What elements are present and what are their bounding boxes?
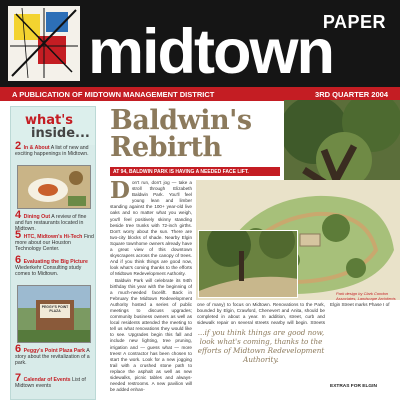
toc-title: Evaluating the Big Picture (23, 259, 88, 265)
article-body-text: Baldwin Park will celebrate its 94th birthday this year with the beginning of a much-needed facelift. Back in February the Midtown Redevelopment Authority hosted a series of public meetings to discuss upgrades; community business owners as well as local residents attended the meeting to tell us what renovations they would like to see. Upgrades begin this fall and include new lighting, tree pruning, irrigation and — guess what — more trees! A contractor has been chosen to start the work. Look for a new jogging trail with a crushed stone path to replace the asphalt as well as new sidewalks, picnic tables and always-needed restrooms. A new pavilion will be added enhan- (110, 277, 192, 393)
masthead-paper-label: PAPER (322, 12, 386, 32)
article-lead-text: on't run, don't jog — take a stroll through Elizabeth Baldwin Park. You'll feel young lean and limber standing against the 100+ year-old live oaks and no matter what you weigh, you'll feel positively skinny standing beside tree trunks with 72-inch girths. Don't worry about the sun. There are two-city blocks of shade. Nearby Elgin Square townhome owners already have a great view of this downtown skyscrapers across the canopy of trees. And if you think things are good now, look what's coming thanks to the efforts of Midtown Redevelopment Authority. (110, 180, 192, 277)
toc-item-big-picture[interactable] (15, 254, 95, 278)
drop-cap: D (110, 180, 130, 204)
toc-item-htc[interactable] (15, 229, 95, 253)
extras-heading: EXTRAS FOR ELGIN (330, 384, 377, 389)
park-design-plan (196, 180, 400, 300)
article-column-1 (110, 180, 192, 400)
sidebar-heading-inside: inside... (31, 126, 90, 141)
issue-label: 3RD QUARTER 2004 (315, 90, 388, 99)
toc-desc: A story about the revitalization of a park. (15, 348, 90, 367)
plaza-sign-graphic (18, 286, 91, 343)
headline-line-1: Baldwin's (110, 105, 252, 136)
toc-desc: Find more about our Houston Technology Center. (15, 234, 94, 253)
toc-title: Dining Out (23, 214, 51, 220)
toc-desc: List of Midtown events (15, 377, 86, 390)
park-path-photo (198, 230, 298, 298)
toc-page-number: 2 (15, 140, 22, 152)
toc-title: Peggy's Point Plaza Park (23, 348, 86, 354)
toc-item-in-about[interactable] (15, 140, 95, 158)
toc-page-number: 6 (15, 343, 22, 355)
tagline-text: A PUBLICATION OF MIDTOWN MANAGEMENT DISTRICT (12, 90, 215, 99)
article-col2-text: one of many) to focus on Midtown. Renovations to the Park, bounded by Elgin, Crawford, Chenevert and Anita, should be completed in about a year. In addition, street, curb and sidewalk repair on several streets nearby will begin. Streets (197, 302, 325, 326)
toc-title: In & About (23, 145, 50, 151)
whats-inside-sidebar (10, 106, 96, 400)
article-col3-text: Elgin Street marks Phase I of (330, 302, 390, 307)
masthead (0, 0, 400, 87)
headline-line-2: Rebirth (110, 132, 222, 163)
plaza-sign-photo (17, 285, 91, 343)
toc-item-peggys-point[interactable] (15, 343, 95, 367)
park-path-graphic (199, 231, 298, 298)
tagline-bar (0, 87, 400, 101)
toc-page-number: 5 (15, 229, 22, 241)
article-column-3 (330, 302, 396, 382)
masthead-title: midtown (88, 17, 333, 87)
plaza-sign-text: PEGGY'S POINT PLAZA (41, 305, 69, 313)
toc-desc: A list of new and exciting happenings in Midtown. (15, 145, 89, 158)
toc-title: HTC, Midtown's Hi-Tech (23, 234, 83, 240)
toc-title: Calendar of Events (23, 377, 71, 383)
sidebar-heading (11, 107, 96, 145)
toc-page-number: 6 (15, 254, 22, 266)
dining-photo (17, 165, 91, 209)
sidebar-heading-whats: what's (25, 113, 73, 128)
toc-item-dining-out[interactable] (15, 209, 95, 233)
pull-quote: ...if you think things are good now, look what's coming, thanks to the efforts of Midtown Redevelopment Authority. (197, 328, 325, 364)
midtown-logo (8, 6, 80, 81)
toc-page-number: 7 (15, 372, 22, 384)
article-headline (110, 107, 290, 161)
photo-caption: Park design by Clark Condon Associates, Landscape Architects (336, 291, 396, 301)
toc-page-number: 4 (15, 209, 22, 221)
logo-graphic (8, 6, 80, 81)
article-column-2 (197, 302, 325, 326)
toc-item-calendar[interactable] (15, 372, 95, 390)
toc-desc: A review of fine and fun restaurants located in Midtown. (15, 214, 87, 233)
toc-desc: Wiederkehr Consulting study comes to Midtown. (15, 265, 82, 278)
article-subhead: AT 94, BALDWIN PARK IS HAVING A NEEDED FACE LIFT. (110, 167, 280, 176)
dining-photo-graphic (18, 166, 91, 209)
